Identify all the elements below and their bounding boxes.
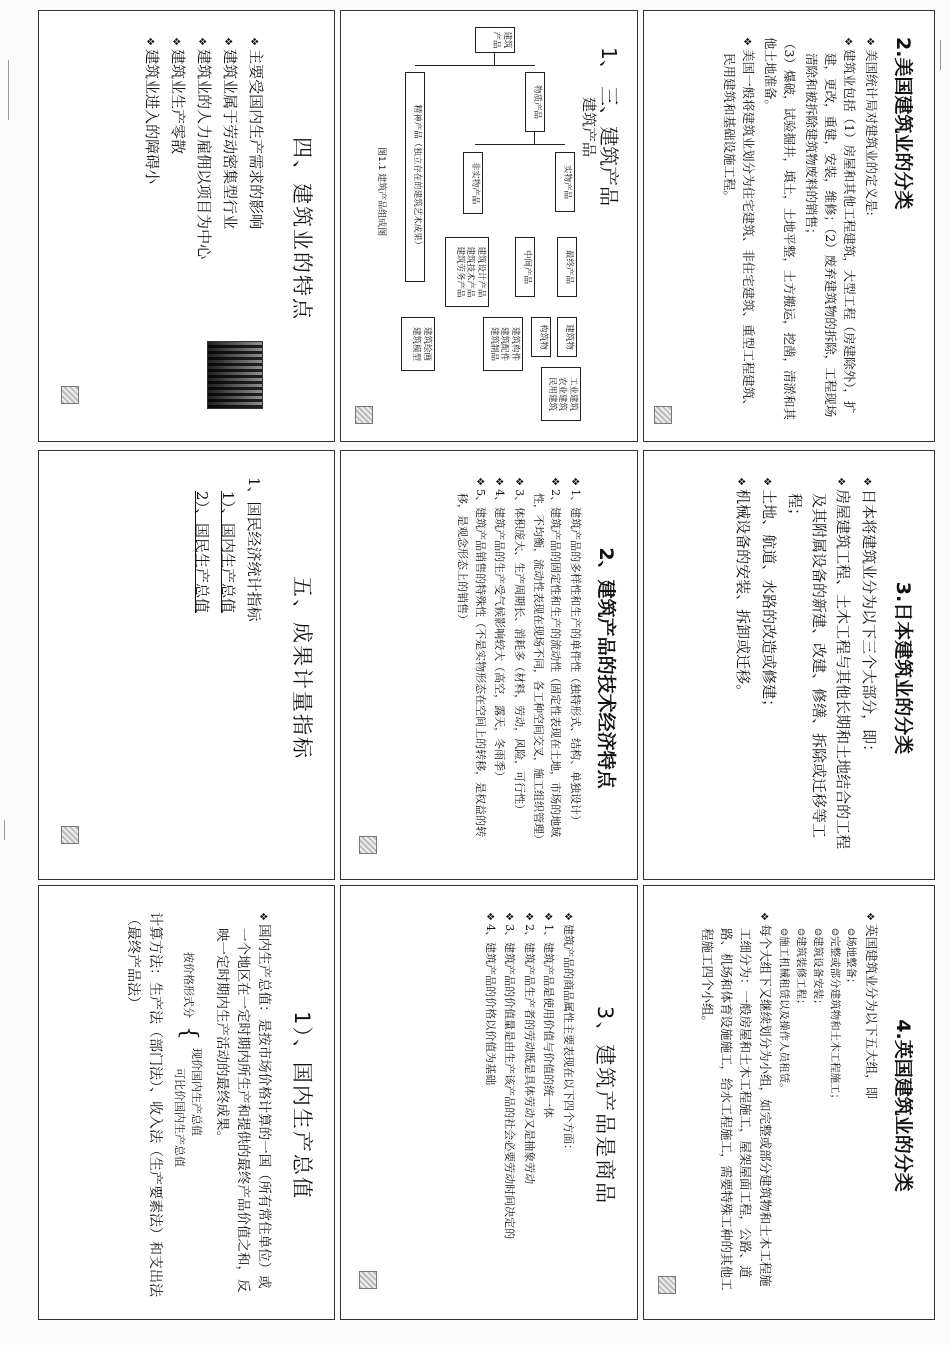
bullet-text: ❖ 建筑业的人力雇佣以项目为中心 [192,37,216,421]
bullet-text: ❖ 4、建筑产品的生产受气候影响较大（高空，露天，冬雨季） [491,477,509,859]
scan-edge-mark [4,820,5,840]
bullet-text: ❖ 建筑业生产零散 [166,37,190,421]
slide-gdp [38,885,335,1320]
price-form-group [171,952,205,1299]
bullet-text: ❖ 建筑业包括（1）房屋和其他工程建筑，大型工程（房建除外），扩建，更改，重建，安装，维修；（2）废弃建筑物的拆除，工程现场清除和被拆除建筑物废料的销售； [801,37,859,421]
bullet-text: ❖ 英国建筑业分为以下五大组，即 [862,912,882,1299]
bullet-text: ❖ 机械设备的安装、拆卸或迁移。 [731,477,755,859]
bullet-text: ❖ 主要受国内生产需求的影响 [244,37,268,421]
slide-japan-classification [643,450,935,880]
slide-title: 2、建筑产品的技术经济特点 [595,547,617,789]
slide-output-indicators [38,450,335,880]
price-option-current: 现价国内生产总值 [190,1048,204,1136]
slide-title: 4.英国建筑业的分类 [892,1019,914,1192]
bullet-text: ❖ 土地、航道、水路的改造或修建； [757,477,781,859]
bullet-text: ❖ 2、建筑产品的固定性和生产的流动性（固定性表现在土地，市场的地域性，不均衡，流动性表现在现场不同，各工种空间交叉，施工组织管理） [530,477,565,859]
diagram-node-root: 建筑产品 [475,27,515,53]
bullet-text: ❖ 1、建筑产品是使用价值与价值的统一体 [540,912,558,1299]
bullet-text: ❖ 美国统计局对建筑业的定义是: [862,37,882,421]
diagram-connector [475,144,565,145]
diagram-connector [534,132,535,144]
page-icon [61,386,79,404]
bullet-text: ❖ 3、建筑产品的价值量是由生产该产品的社会必要劳动时间决定的 [501,912,519,1299]
diagram-node-intermediate: 中间产品 [515,237,535,297]
diagram-connector [494,53,495,65]
diagram-node-structures: 构筑物 [531,317,551,357]
indicator-heading: 1、国民经济统计指标 [245,477,263,622]
scan-edge-mark [940,40,941,70]
sub-item: ☺ 场地整备； [843,912,860,1299]
bullet-text: ❖ 建筑业进入的障碍小 [140,37,164,421]
page-icon [654,406,672,424]
slide-title: 四、建筑业的特点 [290,137,314,321]
diagram-node-types: 工业建筑 农业建筑 民用建筑 [541,367,581,421]
bullet-text: ❖ 1、建筑产品的多样性和生产的单件性（独特形式、结构、单独设计） [567,477,585,859]
slide-title: 3.日本建筑业的分类 [892,581,914,755]
diagram-node-buildings: 建筑物 [557,317,577,357]
bullet-text: ❖ 每个大组下又继续划分为小组，如完整或部分建筑物和土木工程施工细分为：一般房屋和土木工程施工，屋架屋面工程，公路、道路、机场和体育设施施工，给水工程施工，需要特殊工种的其他工程施工四个小组。 [697,912,775,1299]
slide-title: 3、建筑产品是商品 [593,1005,617,1206]
bullet-text: ❖ 国内生产总值：是按市场价格计算的一国（所有常住单位）或一个地区在一定时期内所生产和提供的最终产品价值之和，反映一定时期内生产活动的最终成果。 [211,912,274,1299]
page-icon [359,1271,377,1289]
price-option-comparable: 可比价国内生产总值 [173,1068,187,1167]
diagram-node-physical: 实物产品 [555,152,575,212]
diagram-caption: 图1.1 建筑产品组成图 [376,147,386,237]
indicator-link-gdp[interactable]: 1）、国内生产总值 [219,491,237,614]
bullet-text: ❖ 建筑产品的商品属性主要表现在以下四个方面： [560,912,578,1299]
sub-item: ☺ 建筑设备安装； [809,912,826,1299]
product-diagram [355,27,578,427]
diagram-node-drawings: 建筑绘画 建筑模型 [401,317,435,371]
brace-glyph: { [176,1026,202,1040]
bullet-text: ❖ 2、建筑产品生产者的劳动既是具体劳动又是抽象劳动 [521,912,539,1299]
bullet-text: ❖ 美国一般将建筑业划分为住宅建筑、非住宅建筑、重型工程建筑、民用建筑和基础设施工程。 [720,37,759,421]
page-icon [658,1276,676,1294]
indicator-link-gnp[interactable]: 2）、国民生产总值 [193,491,211,614]
bullet-text: ❖ 5、建筑产品销售的特殊性（不是实物形态在空间上的转移，是权益的转移，是观念形态上的销售） [454,477,489,859]
scan-edge-mark [8,60,9,120]
slide-industry-features [38,10,335,442]
page-icon [359,836,377,854]
price-form-label: 按价格形式分 [181,952,195,1018]
page-icon [355,406,373,424]
slide-product-commodity [340,885,638,1320]
bullet-text: ❖ 建筑业属于劳动密集型行业 [218,37,242,421]
slide-title: 1、 三、建筑产品 [597,47,621,207]
sub-item: ☺ 施工机械租赁以及操作人员租赁。 [775,912,792,1299]
slide-us-classification [643,10,935,442]
slide-title: 2.美国建筑业的分类 [892,37,914,210]
body-text: （3）爆破，试验掘井，填土，土地平整，土方搬运，挖凿，清淤和其他土地准备。 [762,37,798,420]
sub-item: ☺ 完整或部分建筑物和土木工程施工； [826,912,843,1299]
page-icon [61,826,79,844]
slide-technical-economic-features [340,450,638,880]
construction-photo [207,341,263,409]
diagram-connector [415,65,535,66]
diagram-node-spiritual: 精神产品（独立存在的建筑艺术成果） [405,72,425,282]
bullet-text: ❖ 日本将建筑业分为以下三个大部分，即： [857,477,881,859]
bullet-text: ❖ 3、体积庞大、生产周期长、消耗多（材料，劳动，风险，可行性） [510,477,528,859]
diagram-node-nonphysical: 非实物产品 [463,152,483,214]
diagram-node-components: 建筑构件 建筑配件 建筑制品 [483,317,523,371]
diagram-node-final: 最终产品 [557,237,577,297]
calc-method-text: 计算方法：生产法（部门法）、收入法（生产要素法）和支出法（最终产品法） [125,912,164,1297]
bullet-text: ❖ 房屋建筑工程、土木工程与其他长期和土地结合的工程及其附属设备的新建、改建、修缮、拆除或迁移等工程； [783,477,855,859]
bullet-text: ❖ 4、建筑产品的价格以价值为基础 [482,912,500,1299]
price-form-options [171,1048,205,1167]
slide-title: 1）、国内生产总值 [290,1011,314,1200]
slide-uk-classification [643,885,935,1320]
sub-item: ☺ 建筑装修工程； [792,912,809,1299]
diagram-node-material: 物质产品 [525,72,545,132]
diagram-node-services: 建筑设计产品 建筑技术产品 建筑劳务产品 [445,237,489,307]
slide-construction-products [340,10,638,442]
slide-subtitle: 建筑产品 [580,97,598,158]
slide-title: 五、成果计量指标 [290,576,314,760]
